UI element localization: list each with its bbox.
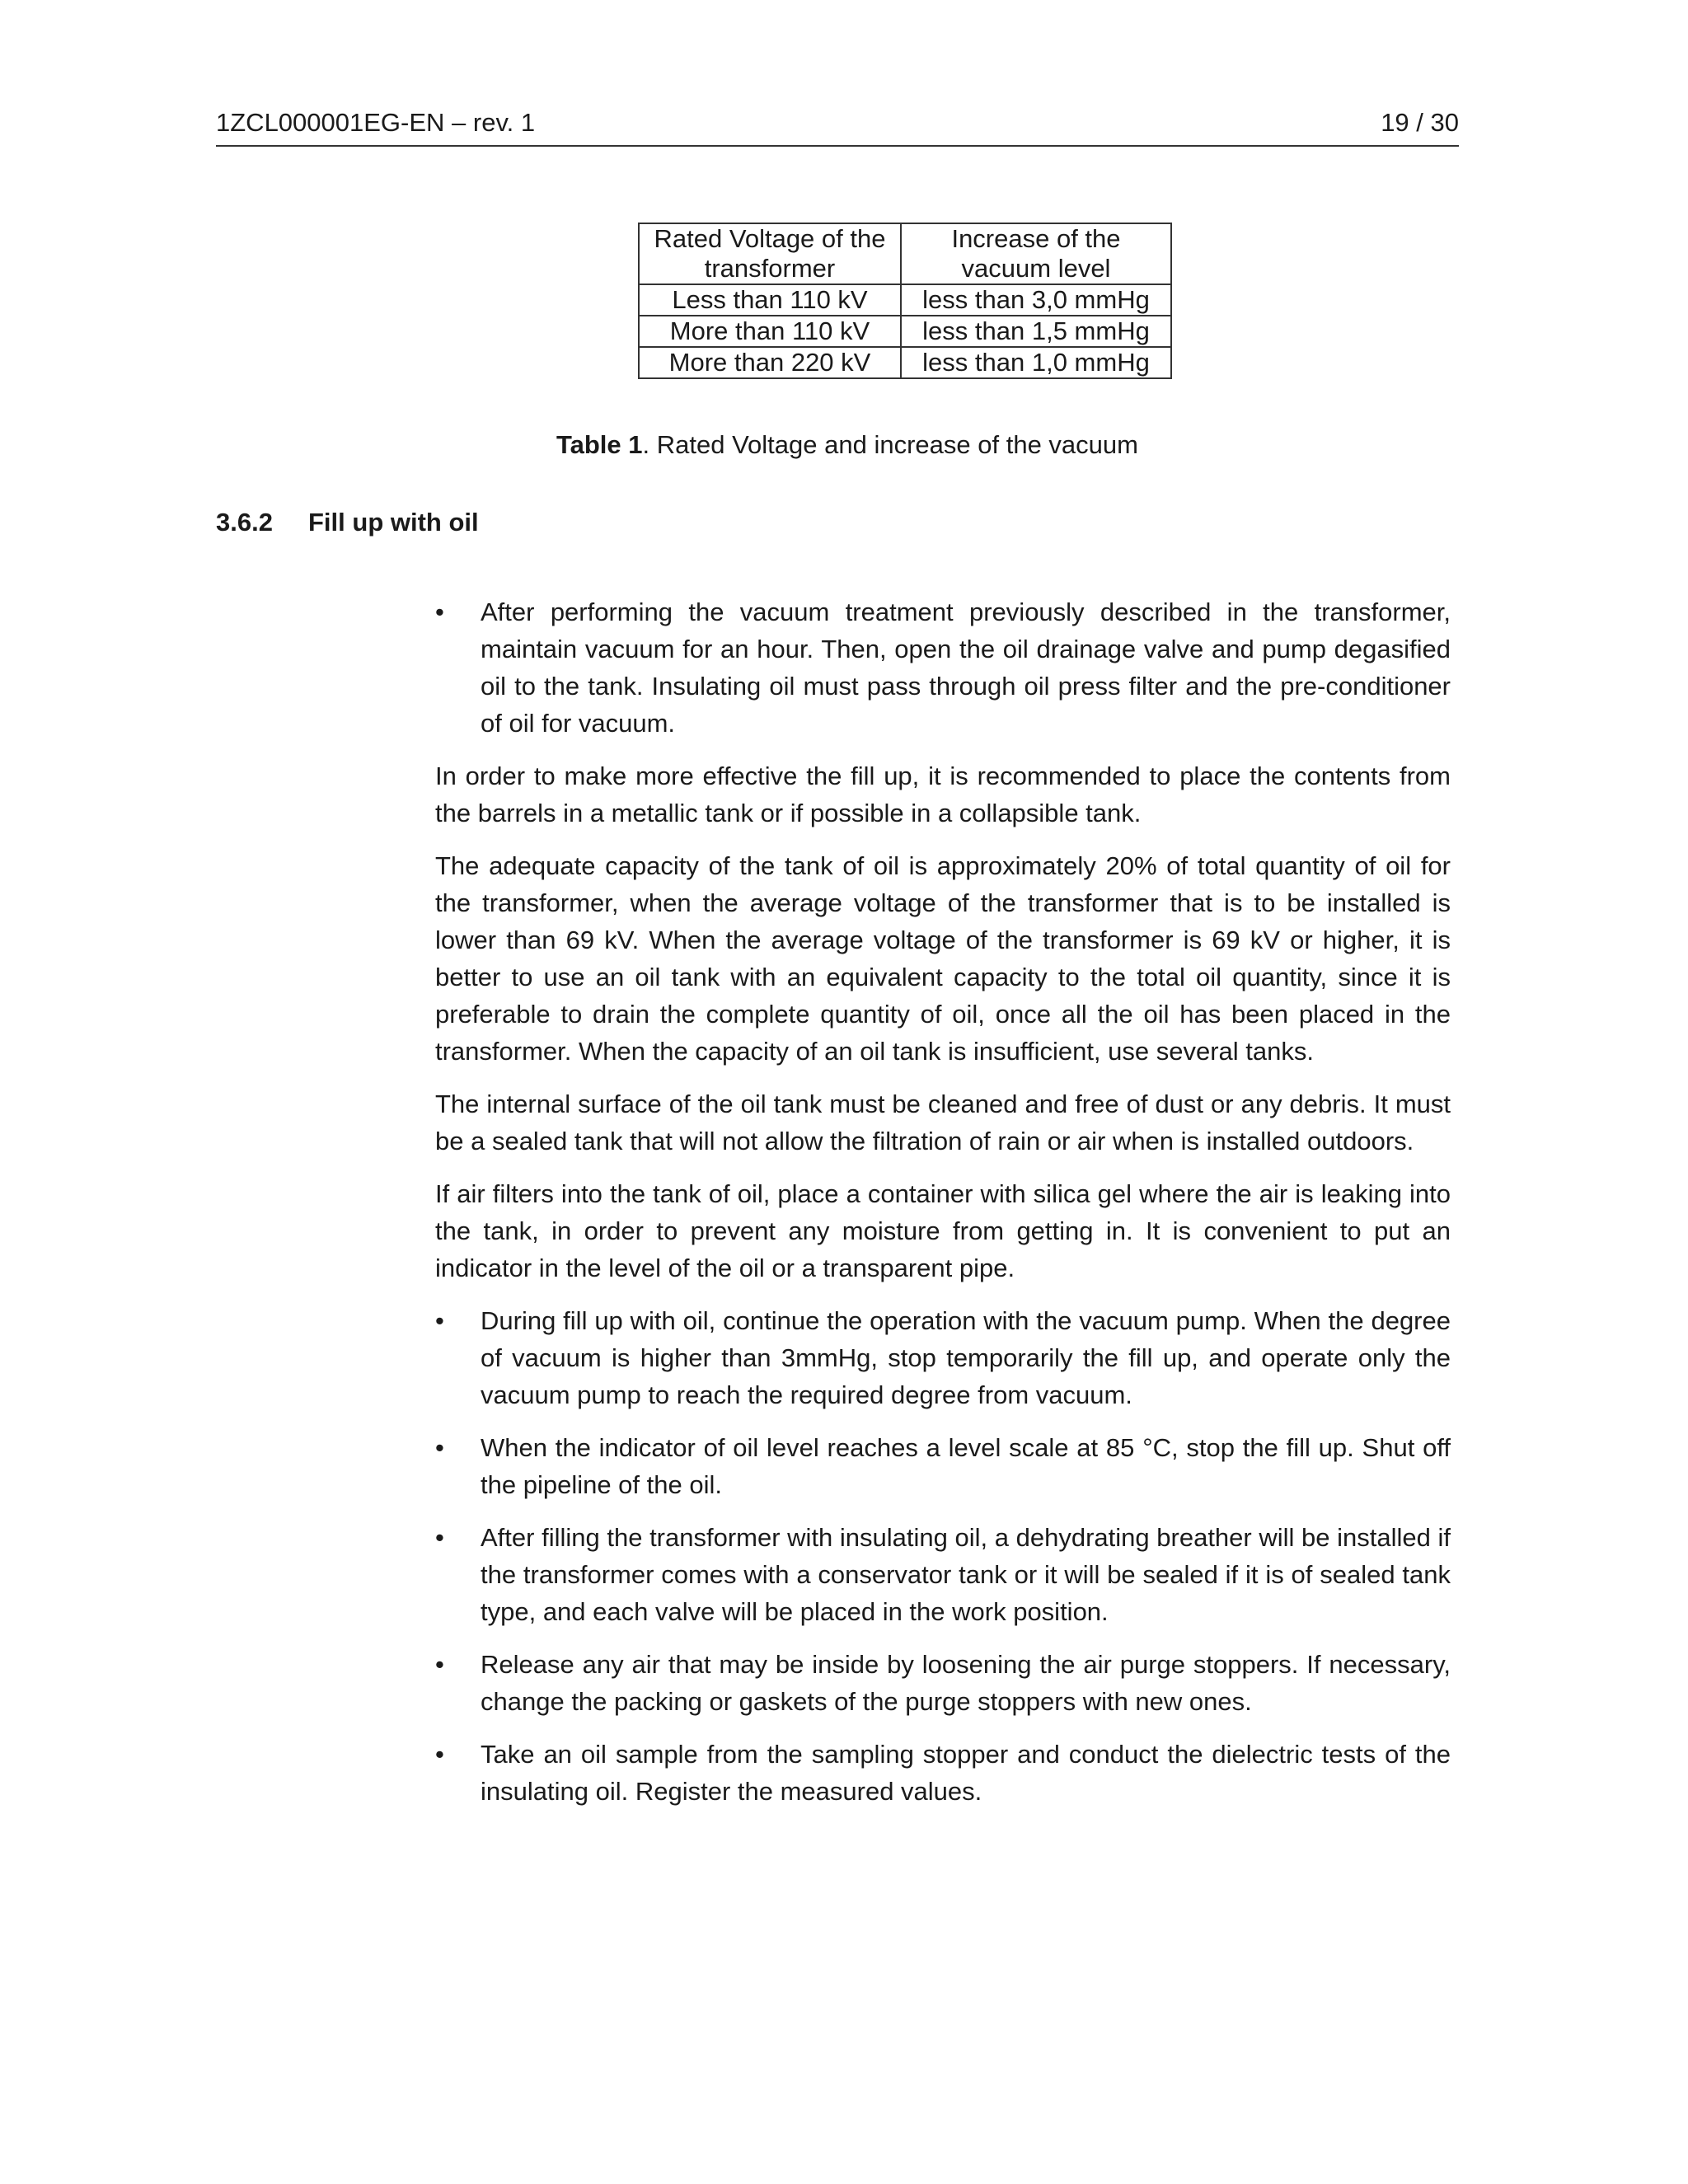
section-heading: [216, 508, 479, 537]
paragraph: The adequate capacity of the tank of oil is approximately 20% of total quantity of oil for the transformer, when the average voltage of the transformer that is to be installed is lower than 69 kV. When the average voltage of the transformer is 69 kV or higher, it is better to use an oil tank with an equivalent capacity to the total oil quantity, since it is preferable to drain the complete quantity of oil, once all the oil has been placed in the transformer. When the capacity of an oil tank is insufficient, use several tanks.: [435, 851, 1451, 1066]
list-item-text: During fill up with oil, continue the operation with the vacuum pump. When the degree of vacuum is higher than 3mmHg, stop temporarily the fill up, and operate only the vacuum pump to reach the required degree from vacuum.: [481, 1306, 1451, 1409]
section-title: Fill up with oil: [308, 508, 479, 537]
section-number: 3.6.2: [216, 508, 273, 537]
document-id: 1ZCL000001EG-EN – rev. 1: [216, 108, 536, 137]
bullet-icon: •: [435, 1740, 444, 1769]
caption-label: Table 1: [556, 430, 643, 459]
table-row: [639, 284, 1171, 316]
list-item: [435, 1519, 1451, 1630]
list-item-text: Release any air that may be inside by loosening the air purge stoppers. If necessary, change the packing or gaskets of the purge stoppers with new ones.: [481, 1650, 1451, 1716]
table-row: [639, 347, 1171, 378]
list-item-text: After filling the transformer with insulating oil, a dehydrating breather will be installed if the transformer comes with a conservator tank or it will be sealed if it is of sealed tank type, and each valve will be placed in the work position.: [481, 1523, 1451, 1626]
list-item: [435, 593, 1451, 742]
table-row: [639, 316, 1171, 347]
bullet-icon: •: [435, 1523, 444, 1552]
list-item-text: Take an oil sample from the sampling stopper and conduct the dielectric tests of the insulating oil. Register the measured values.: [481, 1740, 1451, 1806]
bullet-icon: •: [435, 1650, 444, 1679]
vacuum-level-table: [638, 223, 1172, 379]
table-header-cell: Increase of the vacuum level: [901, 223, 1171, 284]
paragraph: In order to make more effective the fill up, it is recommended to place the contents from the barrels in a metallic tank or if possible in a collapsible tank.: [435, 762, 1451, 827]
paragraph: If air filters into the tank of oil, place a container with silica gel where the air is leaking into the tank, in order to prevent any moisture from getting in. It is convenient to put an indicator in the level of the oil or a transparent pipe.: [435, 1179, 1451, 1282]
table-cell: less than 3,0 mmHg: [901, 284, 1171, 316]
list-item-text: When the indicator of oil level reaches a level scale at 85 °C, stop the fill up. Shut off the pipeline of the oil.: [481, 1433, 1451, 1499]
bullet-icon: •: [435, 1306, 444, 1335]
caption-text: . Rated Voltage and increase of the vacuum: [642, 430, 1138, 459]
table-caption: [0, 430, 1688, 460]
table-cell: less than 1,0 mmHg: [901, 347, 1171, 378]
page-number: 19 / 30: [1381, 108, 1459, 137]
list-item: [435, 1736, 1451, 1810]
table-cell: More than 110 kV: [639, 316, 901, 347]
list-item: [435, 1429, 1451, 1503]
table-cell: More than 220 kV: [639, 347, 901, 378]
bullet-icon: •: [435, 1433, 444, 1462]
table-header-row: [639, 223, 1171, 284]
bullet-icon: •: [435, 598, 444, 626]
table-cell: Less than 110 kV: [639, 284, 901, 316]
list-item: [435, 1646, 1451, 1720]
table-header-cell: Rated Voltage of the transformer: [639, 223, 901, 284]
section-body: [435, 593, 1451, 1825]
list-item-text: After performing the vacuum treatment previously described in the transformer, maintain vacuum for an hour. Then, open the oil drainage valve and pump degasified oil to the tank. Insulating oil must pass through oil press filter and the pre-conditioner of oil for vacuum.: [481, 598, 1451, 738]
page-header: [216, 104, 1459, 147]
list-item: [435, 1302, 1451, 1413]
paragraph: The internal surface of the oil tank must be cleaned and free of dust or any debris. It must be a sealed tank that will not allow the filtration of rain or air when is installed outdoors.: [435, 1090, 1451, 1155]
table-cell: less than 1,5 mmHg: [901, 316, 1171, 347]
